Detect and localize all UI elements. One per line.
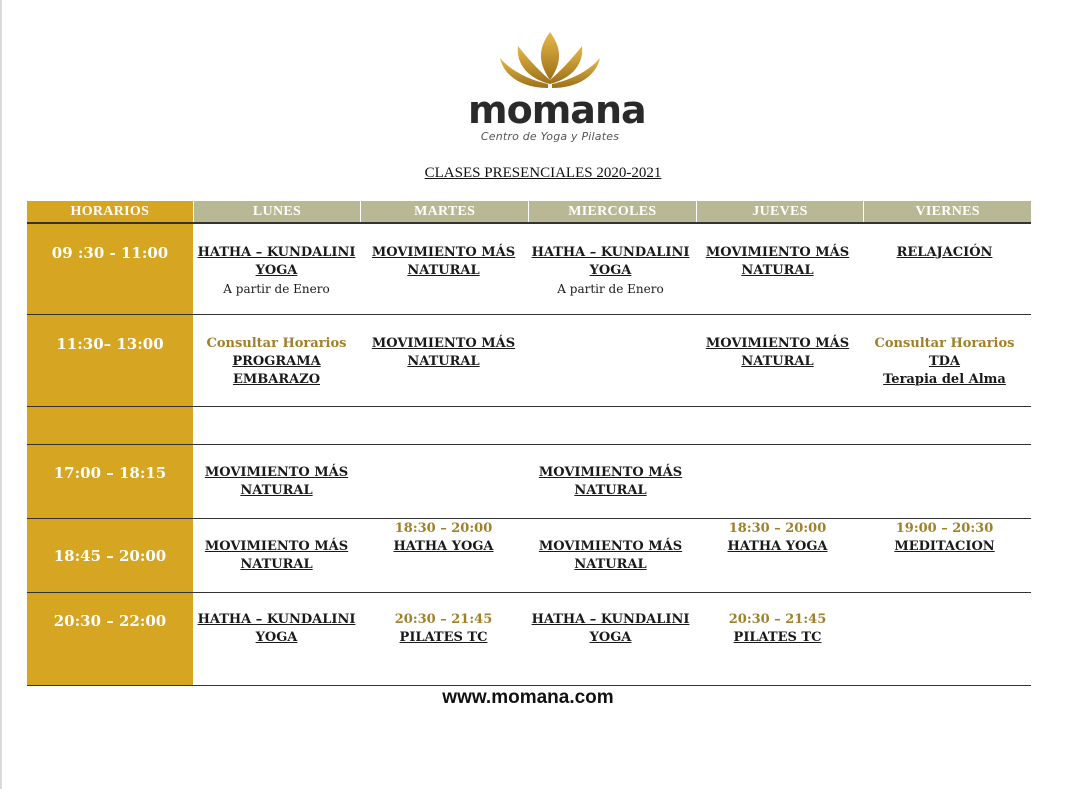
class-cell (861, 315, 1028, 406)
class-name: PILATES TC (733, 630, 822, 645)
class-cell (861, 407, 1028, 444)
class-time-note: 18:30 – 20:00 (394, 521, 493, 536)
class-name: PROGRAMA (232, 354, 321, 369)
time-slot: 17:00 – 18:15 (27, 445, 193, 518)
class-time-note: 20:30 – 21:45 (728, 612, 827, 627)
class-name: TDA (928, 354, 961, 369)
class-name: MOVIMIENTO MÁS (538, 539, 683, 554)
class-name: RELAJACIÓN (896, 245, 993, 260)
class-cell (360, 593, 527, 685)
class-name: NATURAL (741, 354, 814, 369)
class-cell (694, 445, 861, 518)
class-cell (360, 224, 527, 314)
class-name: HATHA YOGA (727, 539, 828, 554)
class-name: HATHA – KUNDALINI (197, 612, 356, 627)
class-name: NATURAL (574, 557, 647, 572)
class-cell (527, 593, 694, 685)
class-name: YOGA (589, 263, 632, 278)
class-cell (861, 224, 1028, 314)
header-horarios: HORARIOS (27, 201, 193, 222)
cell-spacer (527, 520, 694, 538)
class-time-note: 18:30 – 20:00 (728, 521, 827, 536)
class-cell (861, 593, 1028, 685)
class-cell (694, 315, 861, 406)
class-cell (193, 224, 360, 314)
document-title: CLASES PRESENCIALES 2020-2021 (424, 165, 662, 181)
header-day: VIERNES (863, 201, 1031, 222)
page-edge (0, 0, 2, 789)
class-cell (694, 407, 861, 444)
class-name: MOVIMIENTO MÁS (204, 539, 349, 554)
header-day: MARTES (360, 201, 528, 222)
class-cell (193, 519, 360, 592)
class-name: MOVIMIENTO MÁS (371, 336, 516, 351)
class-name: HATHA – KUNDALINI (531, 612, 690, 627)
class-cell (861, 445, 1028, 518)
class-name: HATHA – KUNDALINI (531, 245, 690, 260)
class-name: NATURAL (240, 483, 313, 498)
time-slot: 18:45 – 20:00 (27, 519, 193, 592)
class-cell (193, 593, 360, 685)
class-time-note: Consultar Horarios (874, 336, 1015, 351)
header-day: LUNES (193, 201, 361, 222)
class-name: HATHA YOGA (393, 539, 494, 554)
class-name: NATURAL (240, 557, 313, 572)
header-day: MIERCOLES (528, 201, 696, 222)
class-cell (527, 224, 694, 314)
class-cell (527, 407, 694, 444)
class-cell (360, 315, 527, 406)
class-note: A partir de Enero (557, 282, 664, 296)
class-cell (360, 407, 527, 444)
class-name: NATURAL (741, 263, 814, 278)
table-header-row (27, 201, 1031, 224)
class-name: PILATES TC (399, 630, 488, 645)
class-cell (527, 519, 694, 592)
class-cell (527, 315, 694, 406)
class-name: MOVIMIENTO MÁS (538, 465, 683, 480)
class-name: MEDITACION (894, 539, 995, 554)
class-time-note: 20:30 – 21:45 (394, 612, 493, 627)
class-name: NATURAL (407, 263, 480, 278)
class-cell (360, 445, 527, 518)
class-cell (360, 519, 527, 592)
table-row (27, 519, 1031, 593)
time-slot: 09 :30 - 11:00 (27, 224, 193, 314)
table-row (27, 315, 1031, 407)
class-note: A partir de Enero (223, 282, 330, 296)
time-slot: 11:30– 13:00 (27, 315, 193, 406)
cell-spacer (193, 520, 360, 538)
time-slot (27, 407, 193, 444)
class-cell (861, 519, 1028, 592)
class-name: HATHA – KUNDALINI (197, 245, 356, 260)
class-cell (694, 593, 861, 685)
class-name: MOVIMIENTO MÁS (371, 245, 516, 260)
schedule-table (27, 201, 1031, 686)
class-time-note: Consultar Horarios (206, 336, 347, 351)
table-row (27, 445, 1031, 519)
class-name: MOVIMIENTO MÁS (705, 245, 850, 260)
momana-logo (468, 28, 646, 150)
website-url: www.momana.com (442, 687, 614, 708)
class-name: MOVIMIENTO MÁS (705, 336, 850, 351)
class-name: YOGA (255, 630, 298, 645)
class-cell (193, 315, 360, 406)
table-row (27, 593, 1031, 686)
table-row (27, 224, 1031, 315)
class-cell (193, 407, 360, 444)
logo-tagline: Centro de Yoga y Pilates (480, 130, 620, 143)
class-name: YOGA (589, 630, 632, 645)
class-cell (694, 519, 861, 592)
class-cell (694, 224, 861, 314)
table-row (27, 407, 1031, 445)
header-day: JUEVES (696, 201, 864, 222)
class-time-note: 19:00 – 20:30 (895, 521, 994, 536)
class-name: NATURAL (407, 354, 480, 369)
class-name: Terapia del Alma (883, 372, 1006, 387)
class-cell (527, 445, 694, 518)
logo-wordmark: momana (468, 88, 646, 132)
class-name: EMBARAZO (232, 372, 321, 387)
class-name: YOGA (255, 263, 298, 278)
class-name: NATURAL (574, 483, 647, 498)
time-slot: 20:30 – 22:00 (27, 593, 193, 685)
class-name: MOVIMIENTO MÁS (204, 465, 349, 480)
class-cell (193, 445, 360, 518)
